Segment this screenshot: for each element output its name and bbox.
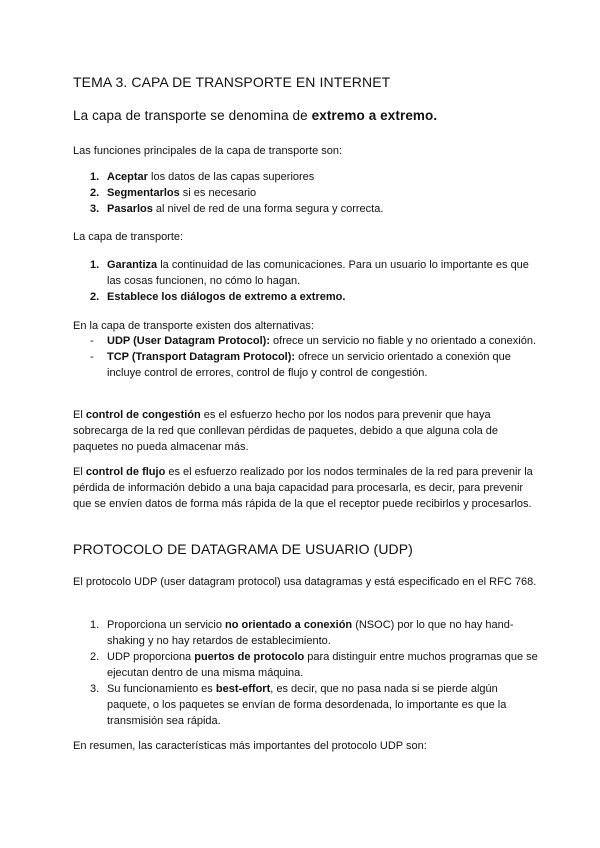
- udp-heading: PROTOCOLO DE DATAGRAMA DE USUARIO (UDP): [73, 541, 413, 557]
- item-bold: Establece los diálogos de extremo a extremo.: [107, 291, 346, 303]
- list-item: [73, 681, 538, 729]
- congestion-paragraph: [73, 407, 538, 455]
- udp-features-list: [73, 617, 538, 729]
- item-bold: Segmentarlos: [107, 187, 180, 199]
- list-item: [73, 289, 538, 305]
- item-text: , es decir, que no pasa nada si se pierde algún paquete, o los paquetes se envían de forma desordenada, lo importante es que la transmisión sea rápida.: [107, 683, 507, 727]
- para-text: es el esfuerzo hecho por los nodos para prevenir que haya sobrecarga de la red que conllevan pérdidas de paquetes, debido a que alguna cola de paquetes no pueda almacenar más.: [73, 409, 499, 453]
- item-text: ofrece un servicio orientado a conexión que incluye control de errores, control de flujo y control de congestión.: [107, 351, 511, 379]
- subtitle: [73, 107, 538, 125]
- functions-list: [73, 169, 538, 217]
- page-title: TEMA 3. CAPA DE TRANSPORTE EN INTERNET: [73, 74, 391, 90]
- intro-functions: Las funciones principales de la capa de transporte son:: [73, 145, 343, 157]
- subtitle-bold: extremo a extremo.: [311, 108, 438, 123]
- item-bold: TCP (Transport Datagram Protocol):: [107, 351, 296, 363]
- list-item: [73, 185, 538, 201]
- list-item: [73, 201, 538, 217]
- subtitle-text: La capa de transporte se denomina de: [73, 108, 312, 123]
- alternatives-list: [73, 333, 538, 381]
- item-text: los datos de las capas superiores: [147, 171, 315, 183]
- item-bold: best-effort: [215, 683, 271, 695]
- item-bold: Pasarlos: [107, 203, 153, 215]
- list-item: [73, 617, 538, 649]
- intro-transport: La capa de transporte:: [73, 231, 184, 243]
- item-text: para distinguir entre muchos programas que se ejecutan dentro de una misma máquina.: [107, 651, 538, 679]
- item-text: UDP proporciona: [107, 651, 195, 663]
- list-item: [73, 257, 538, 289]
- para-bold: control de congestión: [85, 409, 201, 421]
- item-text: si es necesario: [179, 187, 257, 199]
- item-text: ofrece un servicio no fiable y no orientado a conexión.: [270, 335, 536, 347]
- para-text: El: [73, 409, 86, 421]
- udp-intro: El protocolo UDP (user datagram protocol) usa datagramas y está especificado en el RFC 768.: [73, 576, 537, 588]
- list-item: [73, 349, 538, 381]
- para-text: El: [73, 466, 86, 478]
- item-text: (NSOC) por lo que no hay hand-shaking y no hay retardos de establecimiento.: [107, 619, 514, 647]
- item-bold: Garantiza: [107, 259, 158, 271]
- guarantees-list: [73, 257, 538, 305]
- intro-alternatives: En la capa de transporte existen dos alternativas:: [73, 320, 314, 332]
- para-text: es el esfuerzo realizado por los nodos terminales de la red para prevenir la pérdida de información debido a una baja capacidad para procesarla, es decir, para prevenir que se envíen datos de forma más rápida de la que el receptor puede recibirlos y procesarlos.: [73, 466, 533, 510]
- item-text: Su funcionamiento es: [107, 683, 216, 695]
- para-bold: control de flujo: [85, 466, 166, 478]
- item-bold: Aceptar: [107, 171, 148, 183]
- flow-paragraph: [73, 464, 538, 512]
- item-text: Proporciona un servicio: [107, 619, 226, 631]
- item-bold: UDP (User Datagram Protocol):: [107, 335, 270, 347]
- udp-summary: En resumen, las características más importantes del protocolo UDP son:: [73, 740, 427, 752]
- item-bold: no orientado a conexión: [225, 619, 353, 631]
- list-item: [73, 649, 538, 681]
- list-item: [73, 169, 538, 185]
- item-bold: puertos de protocolo: [194, 651, 305, 663]
- item-text: al nivel de red de una forma segura y correcta.: [152, 203, 384, 215]
- item-text: la continuidad de las comunicaciones. Para un usuario lo importante es que las cosas funcionen, no cómo lo hagan.: [107, 259, 529, 287]
- list-item: [73, 333, 538, 349]
